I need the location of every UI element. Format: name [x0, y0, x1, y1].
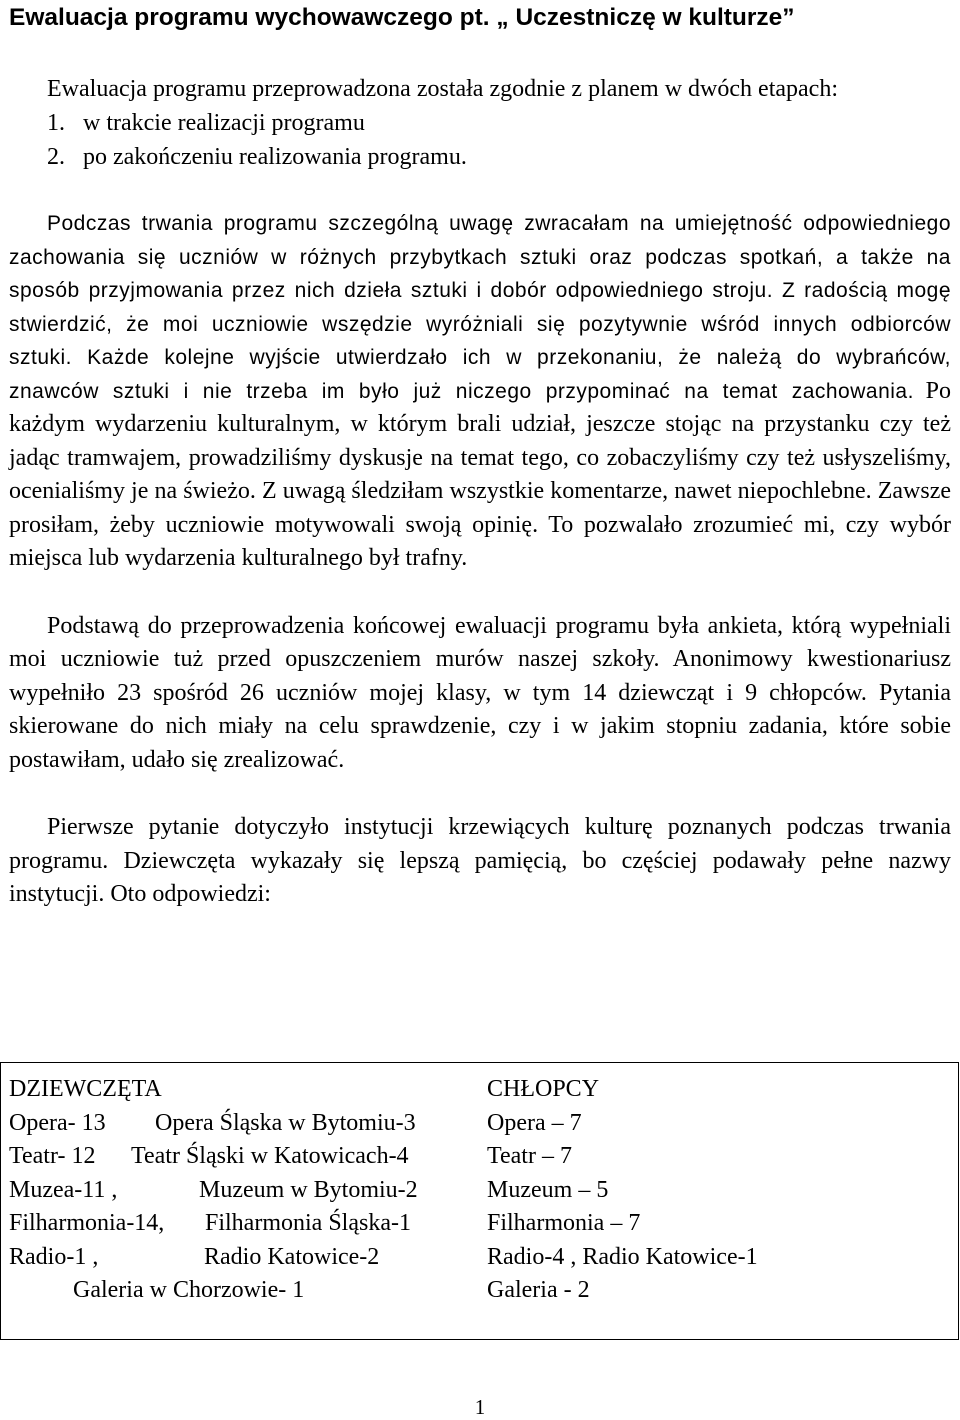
girls-answer-full: Filharmonia Śląska-1 [205, 1210, 411, 1236]
table-row [9, 1207, 479, 1241]
girls-answer-full: Radio Katowice-2 [204, 1243, 380, 1270]
table-row: Galeria - 2 [487, 1277, 590, 1303]
girls-answer-full: Teatr Śląski w Katowicach-4 [131, 1143, 409, 1169]
girls-header: DZIEWCZĘTA [9, 1076, 162, 1102]
stage-list [9, 106, 951, 174]
table-row: Radio-4 , Radio Katowice-1 [487, 1243, 758, 1270]
table-row [9, 1174, 479, 1208]
answers-table [0, 1062, 959, 1340]
girls-answer-full: Galeria w Chorzowie- 1 [73, 1277, 305, 1303]
girls-answer-short: Radio-1 , [9, 1243, 99, 1270]
table-row: Filharmonia – 7 [487, 1210, 641, 1236]
boys-header: CHŁOPCY [487, 1076, 600, 1102]
list-text: po zakończeniu realizowania programu. [83, 144, 467, 170]
girls-answer-short: Opera- 13 [9, 1109, 106, 1136]
girls-column [9, 1073, 479, 1308]
girls-answer-full: Muzeum w Bytomiu-2 [199, 1176, 418, 1203]
list-number: 2. [47, 144, 65, 170]
table-row: Teatr – 7 [487, 1143, 572, 1169]
table-row [9, 1107, 479, 1141]
list-text: w trakcie realizacji programu [83, 110, 365, 136]
boys-column [487, 1073, 947, 1308]
table-row: Opera – 7 [487, 1109, 582, 1136]
girls-answer-short: Filharmonia-14, [9, 1210, 165, 1236]
survey-paragraph: Podstawą do przeprowadzenia końcowej ewaluacji programu była ankieta, którą wypełniali moi uczniowie tuż przed opuszczeniem murów naszej szkoły. Anonimowy kwestionariusz wypełniło 23 spośród 26 uczniów mojej klasy, w tym 14 dziewcząt i 9 chłopców. Pytania skierowane do nich miały na celu sprawdzenie, czy i w jakim stopniu zadania, które sobie postawiłam, udało się zrealizować. [9, 612, 951, 773]
page-number: 1 [474, 1395, 486, 1419]
question1-paragraph: Pierwsze pytanie dotyczyło instytucji krzewiących kulturę poznanych podczas trwania programu. Dziewczęta wykazały się lepszą pamięcią, bo częściej podawały pełne nazwy instytucji. Oto odpowiedzi: [9, 814, 951, 907]
observation-paragraph [9, 207, 951, 576]
girls-answer-short: Muzea-11 , [9, 1176, 118, 1203]
intro-lead: Ewaluacja programu przeprowadzona została zgodnie z planem w dwóch etapach: [47, 76, 838, 102]
table-row: Muzeum – 5 [487, 1176, 609, 1203]
list-item [47, 140, 951, 174]
observation-sans-text: Podczas trwania programu szczególną uwagę zwracałam na umiejętność odpowiedniego zachowania się uczniów w różnych przybytkach sztuki oraz podczas spotkań, a także na sposób przyjmowania przez nich dzieła sztuki i dobór odpowiedniego stroju. Z radością mogę stwierdzić, że moi uczniowie wszędzie wyróżniali się pozytywnie wśród innych odbiorców sztuki. Każde kolejne wyjście utwierdzało ich w przekonaniu, że należą do wybrańców, znawców sztuki i nie trzeba im było już niczego przypominać na temat zachowania. [9, 212, 951, 403]
girls-answer-full: Opera Śląska w Bytomiu-3 [155, 1109, 416, 1136]
table-row [9, 1241, 479, 1275]
table-row [9, 1140, 479, 1174]
list-item [47, 106, 951, 140]
table-row [9, 1274, 479, 1308]
document-title: Ewaluacja programu wychowawczego pt. „ Uczestniczę w kulturze” [9, 4, 795, 31]
list-number: 1. [47, 110, 65, 136]
observation-serif-text: Po każdym wydarzeniu kulturalnym, w którym brali udział, jeszcze stojąc na przystanku czy też jadąc tramwajem, prowadziliśmy dyskusje na temat tego, co zobaczyliśmy czy też usłyszeliśmy, ocenialiśmy je na świeżo. Z uwagą śledziłam wszystkie komentarze, nawet niepochlebne. Zawsze prosiłam, żeby uczniowie motywowali swoją opinię. To pozwalało zrozumieć mi, czy wybór miejsca lub wydarzenia kulturalnego był trafny. [9, 377, 951, 571]
intro-section [9, 72, 951, 174]
girls-answer-short: Teatr- 12 [9, 1143, 96, 1169]
